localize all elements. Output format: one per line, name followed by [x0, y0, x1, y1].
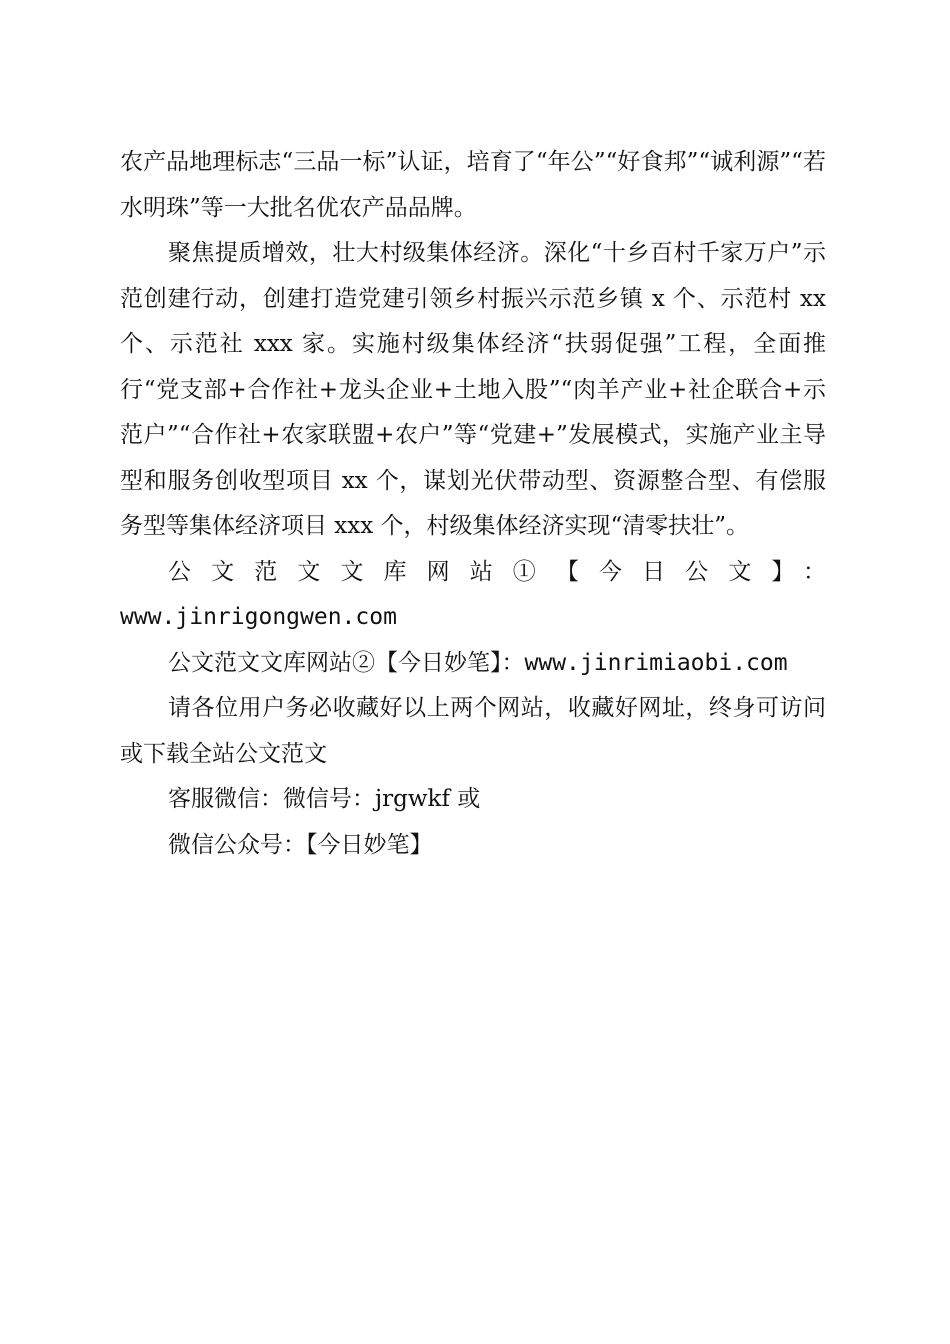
service-wechat: 客服微信：微信号：jrgwkf 或 — [168, 786, 481, 812]
paragraph-1: 农产品地理标志“三品一标”认证，培育了“年公”“好食邦”“诚利源”“若水明珠”等一大批名优农产品品牌。 — [120, 149, 826, 221]
site-2-url-link[interactable]: www.jinrimiaobi.com — [524, 649, 788, 676]
bookmark-notice: 请各位用户务必收藏好以上两个网站，收藏好网址，终身可访问或下载全站公文范文 — [120, 695, 826, 767]
site-1-url-link[interactable]: www.jinrigongwen.com — [120, 604, 397, 630]
paragraph-2: 聚焦提质增效，壮大村级集体经济。深化“十乡百村千家万户”示范创建行动，创建打造党建引领乡村振兴示范乡镇 x 个、示范村 xx 个、示范社 xxx 家。实施村级集体经济“扶弱促强”工程，全面推行“党支部+合作社+龙头企业+土地入股”“肉羊产业+社企联合+示范户”“合作社+农家联盟+农户”等“党建+”发展模式，实施产业主导型和服务创收型项目 xx 个，谋划光伏带动型、资源整合型、有偿服务型等集体经济项目 xxx 个，村级集体经济实现“清零扶壮”。 — [120, 240, 826, 539]
document-body — [120, 140, 826, 868]
site-2-label: 公文范文文库网站②【今日妙笔】： — [168, 649, 525, 676]
site-1-url[interactable] — [120, 595, 826, 641]
site-2-line — [120, 641, 826, 687]
site-1-label: 公文范文文库网站①【今日公文】： — [168, 558, 826, 585]
official-account: 微信公众号：【今日妙笔】 — [168, 831, 433, 858]
